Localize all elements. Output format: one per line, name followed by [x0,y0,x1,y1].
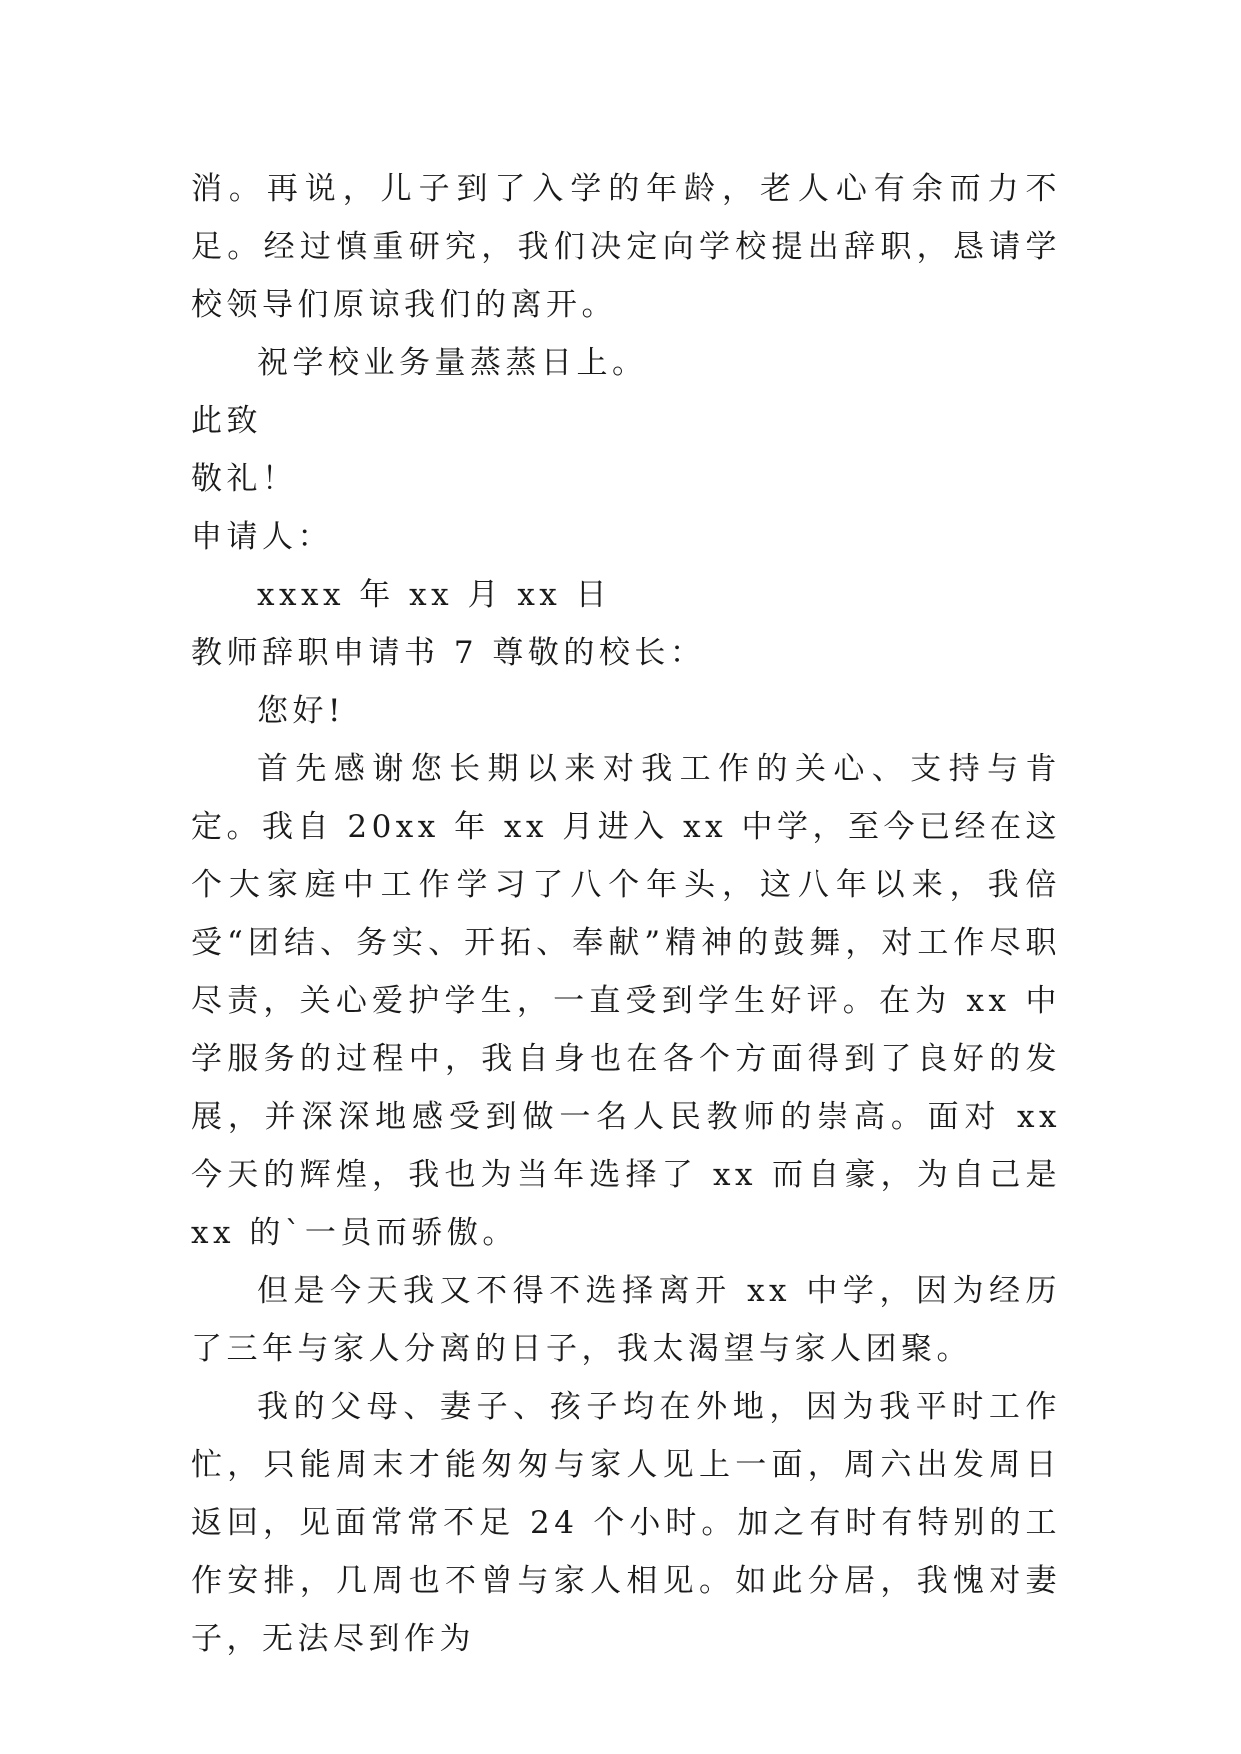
paragraph-leaving: 但是今天我又不得不选择离开 xx 中学，因为经历了三年与家人分离的日子，我太渴望与家人团聚。 [191,1273,1061,1367]
paragraph-thanks: 首先感谢您长期以来对我工作的关心、支持与肯定。我自 20xx 年 xx 月进入 xx 中学，至今已经在这个大家庭中工作学习了八个年头，这八年以来，我倍受“团结、务实、开拓、奉献”精神的鼓舞，对工作尽职尽责，关心爱护学生，一直受到学生好评。在为 xx 中学服务的过程中，我自身也在各个方面得到了良好的发展，并深深地感受到做一名人民教师的崇高。面对 xx 今天的辉煌，我也为当年选择了 xx 而自豪，为自己是 xx 的`一员而骄傲。 [191,751,1061,1251]
date-line: xxxx 年 xx 月 xx 日 [257,577,612,613]
document-body [191,160,1061,1668]
applicant-label: 申请人： [191,519,333,555]
closing-jingli: 敬礼！ [191,461,298,497]
paragraph-family: 我的父母、妻子、孩子均在外地，因为我平时工作忙，只能周末才能匆匆与家人见上一面，周六出发周日返回，见面常常不足 24 个小时。加之有时有特别的工作安排，几周也不曾与家人相见。如此分居，我愧对妻子，无法尽到作为 [191,1389,1061,1657]
paragraph-wish: 祝学校业务量蒸蒸日上。 [257,345,648,381]
greeting: 您好! [257,693,345,729]
section-title: 教师辞职申请书 7 尊敬的校长： [191,635,706,671]
paragraph-1: 消。再说，儿子到了入学的年龄，老人心有余而力不足。经过慎重研究，我们决定向学校提出辞职，恳请学校领导们原谅我们的离开。 [191,171,1061,323]
closing-cizhi: 此致 [191,403,262,439]
